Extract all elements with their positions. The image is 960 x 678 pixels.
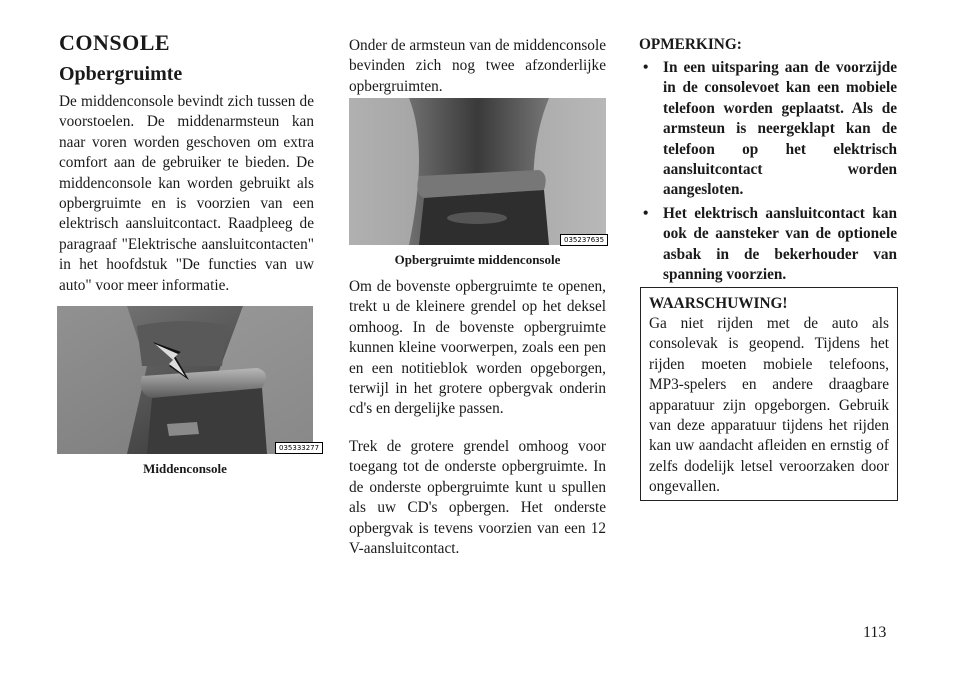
center-console-illustration xyxy=(57,306,313,454)
page-number: 113 xyxy=(863,624,887,641)
page-heading: CONSOLE xyxy=(59,30,171,55)
warning-box xyxy=(640,287,898,501)
figure-caption: Middenconsole xyxy=(143,461,227,476)
lower-storage-paragraph: Trek de grotere grendel omhoog voor toegang tot de onderste opbergruimte. In de onderste opbergruimte kunt u spullen als uw CD's opbergen. Het onderste opbergvak is tevens voorzien van een 12 V-aansluitcontact. xyxy=(349,438,606,558)
intro-paragraph: De middenconsole bevindt zich tussen de voorstoelen. De middenarmsteun kan naar voren worden geschoven om extra comfort aan de gebruiker te bieden. De middenconsole kan worden gebruikt als opbergruimte en is voorzien van een elektrisch aansluitcontact. Raadpleeg de paragraaf "Elektrische aansluitcontacten" in het hoofdstuk "De functies van uw auto" voor meer informatie. xyxy=(59,93,314,294)
note-item: • Het elektrisch aansluitcontact kan ook de aansteker van de optionele asbak in de bekerhouder van spanning voorzien. xyxy=(643,204,897,284)
note-title: OPMERKING: xyxy=(639,36,742,53)
bullet-icon: • xyxy=(643,204,649,222)
figure-caption: Opbergruimte middenconsole xyxy=(394,252,561,267)
center-console-photo xyxy=(57,306,320,454)
armrest-paragraph: Onder de armsteun van de middenconsole bevinden zich nog twee afzonderlijke opbergruimten. xyxy=(349,37,606,95)
section-heading: Opbergruimte xyxy=(59,63,183,85)
warning-body: Ga niet rijden met de auto als consolevak is geopend. Tijdens het rijden moeten mobiele telefoons, MP3-spelers en andere draagbare apparatuur zijn opgeborgen. Gebruik van deze apparatuur tijdens het rijden kan uw aandacht afleiden en ernstig of zelfs dodelijk letsel veroorzaken door ongevallen. xyxy=(649,315,889,496)
figure-code: 035333277 xyxy=(275,442,323,454)
console-storage-illustration xyxy=(349,98,606,245)
figure-code: 035237635 xyxy=(560,234,608,246)
upper-storage-paragraph: Om de bovenste opbergruimte te openen, trekt u de kleinere grendel op het deksel omhoog. In de bovenste opbergruimte kunnen kleine voorwerpen, zoals een pen en een notitieblok worden opgeborgen, terwijl in het grotere opbergvak onderin cd's en dergelijke passen. xyxy=(349,278,606,418)
note-list xyxy=(639,58,897,288)
bullet-icon: • xyxy=(643,59,649,76)
console-storage-photo xyxy=(349,98,606,245)
note-item: • In een uitsparing aan de voorzijde in de consolevoet kan een mobiele telefoon worden geplaatst. Als de armsteun is neergeklapt kan de telefoon op het elektrisch aansluitcontact worden aangesloten. xyxy=(643,59,897,199)
warning-title: WAARSCHUWING! xyxy=(649,295,788,312)
